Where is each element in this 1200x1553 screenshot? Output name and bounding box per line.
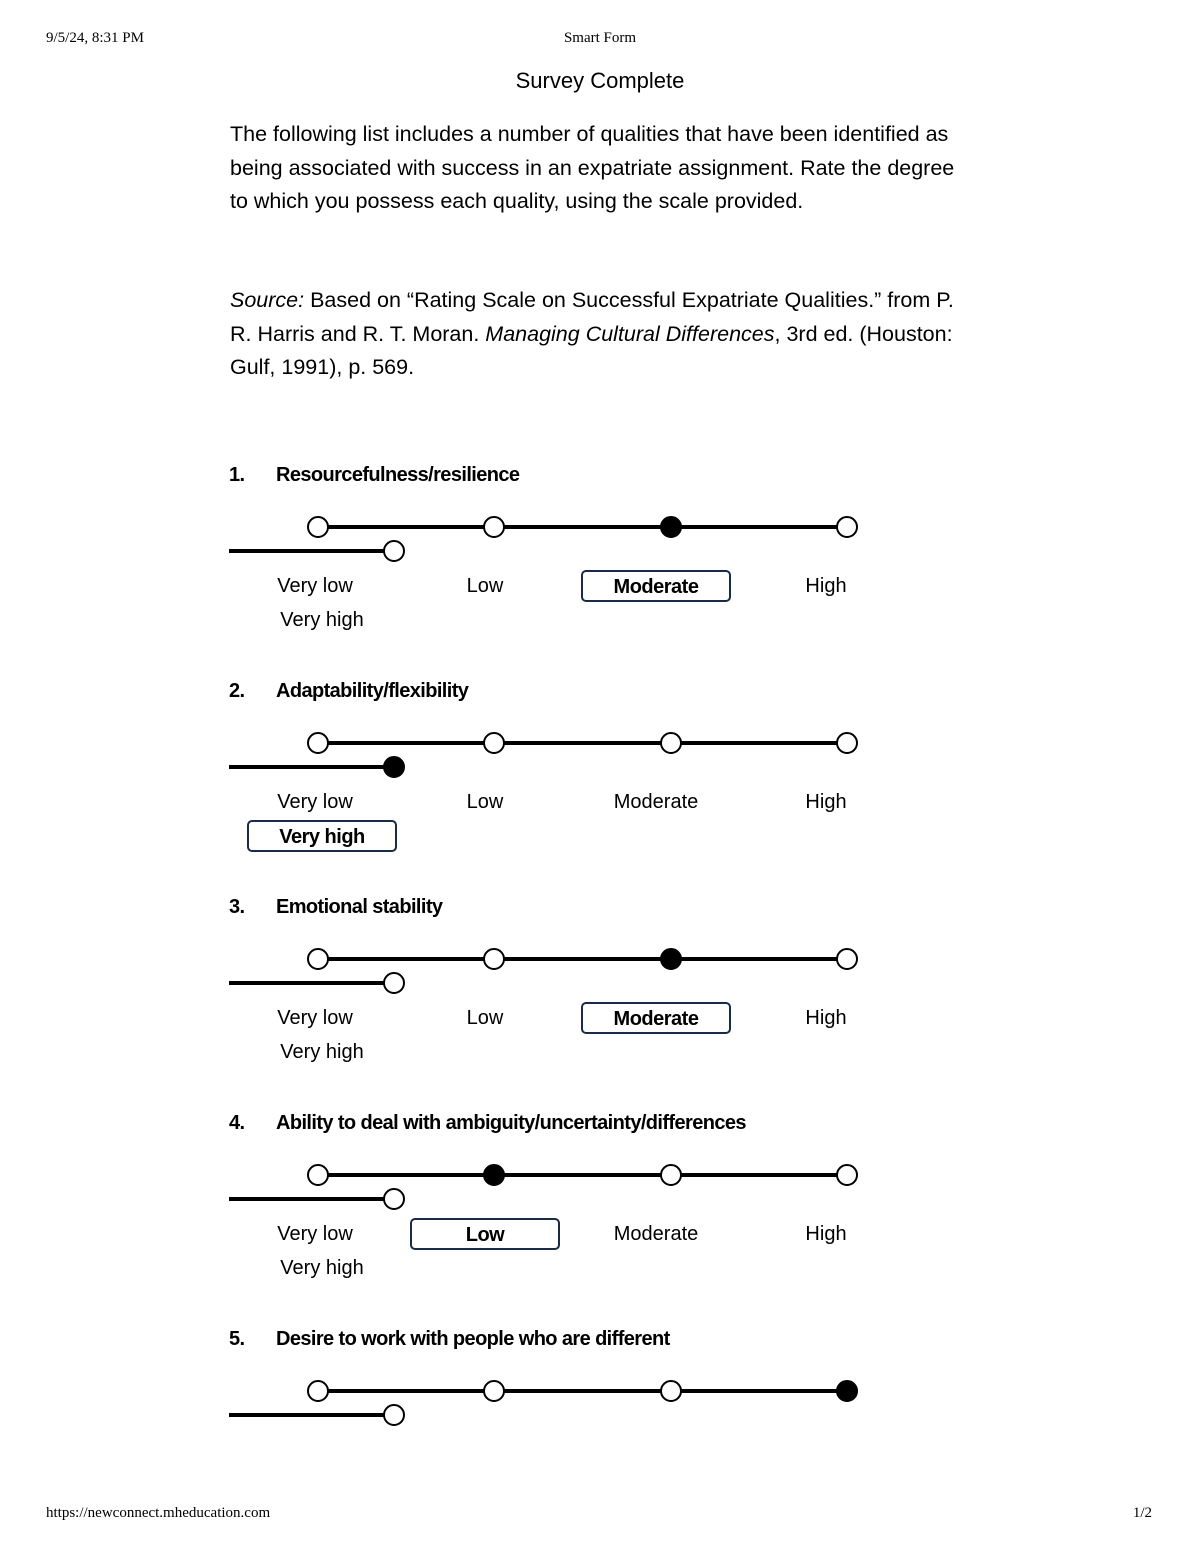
option-label-low[interactable]: Low xyxy=(466,791,504,813)
option-label-very-low[interactable]: Very low xyxy=(277,791,353,813)
source-text-2: , 3rd ed. (Houston: Gulf, 1991), p. 569. xyxy=(230,321,953,379)
radio-very-high[interactable] xyxy=(384,541,404,561)
option-label-moderate[interactable]: Moderate xyxy=(581,570,731,602)
print-page-counter: 1/2 xyxy=(1132,1505,1152,1521)
option-label-low[interactable]: Low xyxy=(410,1218,560,1250)
radio-very-high[interactable] xyxy=(384,973,404,993)
option-label-high[interactable]: High xyxy=(805,791,847,813)
question-text: Resourcefulness/resilience xyxy=(276,464,520,486)
option-label-very-high[interactable]: Very high xyxy=(280,1257,364,1279)
radio-high[interactable] xyxy=(837,1381,857,1401)
radio-low[interactable] xyxy=(484,517,504,537)
question-number: 3. xyxy=(229,896,245,918)
radio-very-low[interactable] xyxy=(308,949,328,969)
radio-high[interactable] xyxy=(837,949,857,969)
question-number: 1. xyxy=(229,464,245,486)
radio-moderate[interactable] xyxy=(661,1165,681,1185)
question-text: Desire to work with people who are different xyxy=(276,1328,670,1350)
question-4 xyxy=(0,1112,1200,1312)
question-text: Ability to deal with ambiguity/uncertainty/differences xyxy=(276,1112,746,1134)
question-number: 5. xyxy=(229,1328,245,1350)
rating-scale xyxy=(0,680,1200,790)
radio-low[interactable] xyxy=(484,1381,504,1401)
radio-low[interactable] xyxy=(484,733,504,753)
option-label-low[interactable]: Low xyxy=(466,1007,504,1029)
rating-scale xyxy=(0,1112,1200,1222)
option-label-high[interactable]: High xyxy=(805,1223,847,1245)
option-label-very-high[interactable]: Very high xyxy=(280,609,364,631)
survey-source xyxy=(230,284,970,385)
radio-very-low[interactable] xyxy=(308,1381,328,1401)
print-datetime: 9/5/24, 8:31 PM xyxy=(46,30,144,46)
rating-scale xyxy=(0,1328,1200,1438)
radio-moderate[interactable] xyxy=(661,949,681,969)
print-page-title: Smart Form xyxy=(563,30,637,46)
print-footer xyxy=(0,1505,1200,1525)
option-label-very-low[interactable]: Very low xyxy=(277,575,353,597)
option-label-high[interactable]: High xyxy=(805,1007,847,1029)
survey-title: Survey Complete xyxy=(515,68,685,93)
source-label: Source: xyxy=(230,288,305,312)
option-label-high[interactable]: High xyxy=(805,575,847,597)
question-number: 2. xyxy=(229,680,245,702)
question-text: Emotional stability xyxy=(276,896,443,918)
question-2 xyxy=(0,680,1200,880)
option-label-very-high[interactable]: Very high xyxy=(247,820,397,852)
source-text-1: Based on “Rating Scale on Successful Expatriate Qualities.” from P. R. Harris and R. T. Moran. xyxy=(230,288,954,346)
radio-very-low[interactable] xyxy=(308,517,328,537)
radio-moderate[interactable] xyxy=(661,1381,681,1401)
question-number: 4. xyxy=(229,1112,245,1134)
radio-high[interactable] xyxy=(837,733,857,753)
rating-scale xyxy=(0,896,1200,1006)
radio-low[interactable] xyxy=(484,949,504,969)
radio-moderate[interactable] xyxy=(661,517,681,537)
option-label-low[interactable]: Low xyxy=(466,575,504,597)
radio-high[interactable] xyxy=(837,1165,857,1185)
option-label-moderate[interactable]: Moderate xyxy=(613,791,699,813)
question-3 xyxy=(0,896,1200,1096)
option-label-very-low[interactable]: Very low xyxy=(277,1223,353,1245)
radio-very-high[interactable] xyxy=(384,757,404,777)
question-1 xyxy=(0,464,1200,664)
option-label-moderate[interactable]: Moderate xyxy=(613,1223,699,1245)
print-header xyxy=(0,30,1200,50)
survey-intro: The following list includes a number of qualities that have been identified as being associated with success in an expatriate assignment. Rate the degree to which you possess each quality, using the scale provided. xyxy=(230,122,955,213)
option-label-moderate[interactable]: Moderate xyxy=(581,1002,731,1034)
source-book-title: Managing Cultural Differences xyxy=(485,321,775,346)
option-label-very-low[interactable]: Very low xyxy=(277,1007,353,1029)
radio-low[interactable] xyxy=(484,1165,504,1185)
question-5 xyxy=(0,1328,1200,1528)
rating-scale xyxy=(0,464,1200,574)
print-url: https://newconnect.mheducation.com xyxy=(46,1505,271,1521)
radio-very-high[interactable] xyxy=(384,1189,404,1209)
radio-moderate[interactable] xyxy=(661,733,681,753)
radio-very-high[interactable] xyxy=(384,1405,404,1425)
question-text: Adaptability/flexibility xyxy=(276,680,469,702)
option-label-very-high[interactable]: Very high xyxy=(280,1041,364,1063)
radio-very-low[interactable] xyxy=(308,733,328,753)
radio-high[interactable] xyxy=(837,517,857,537)
radio-very-low[interactable] xyxy=(308,1165,328,1185)
